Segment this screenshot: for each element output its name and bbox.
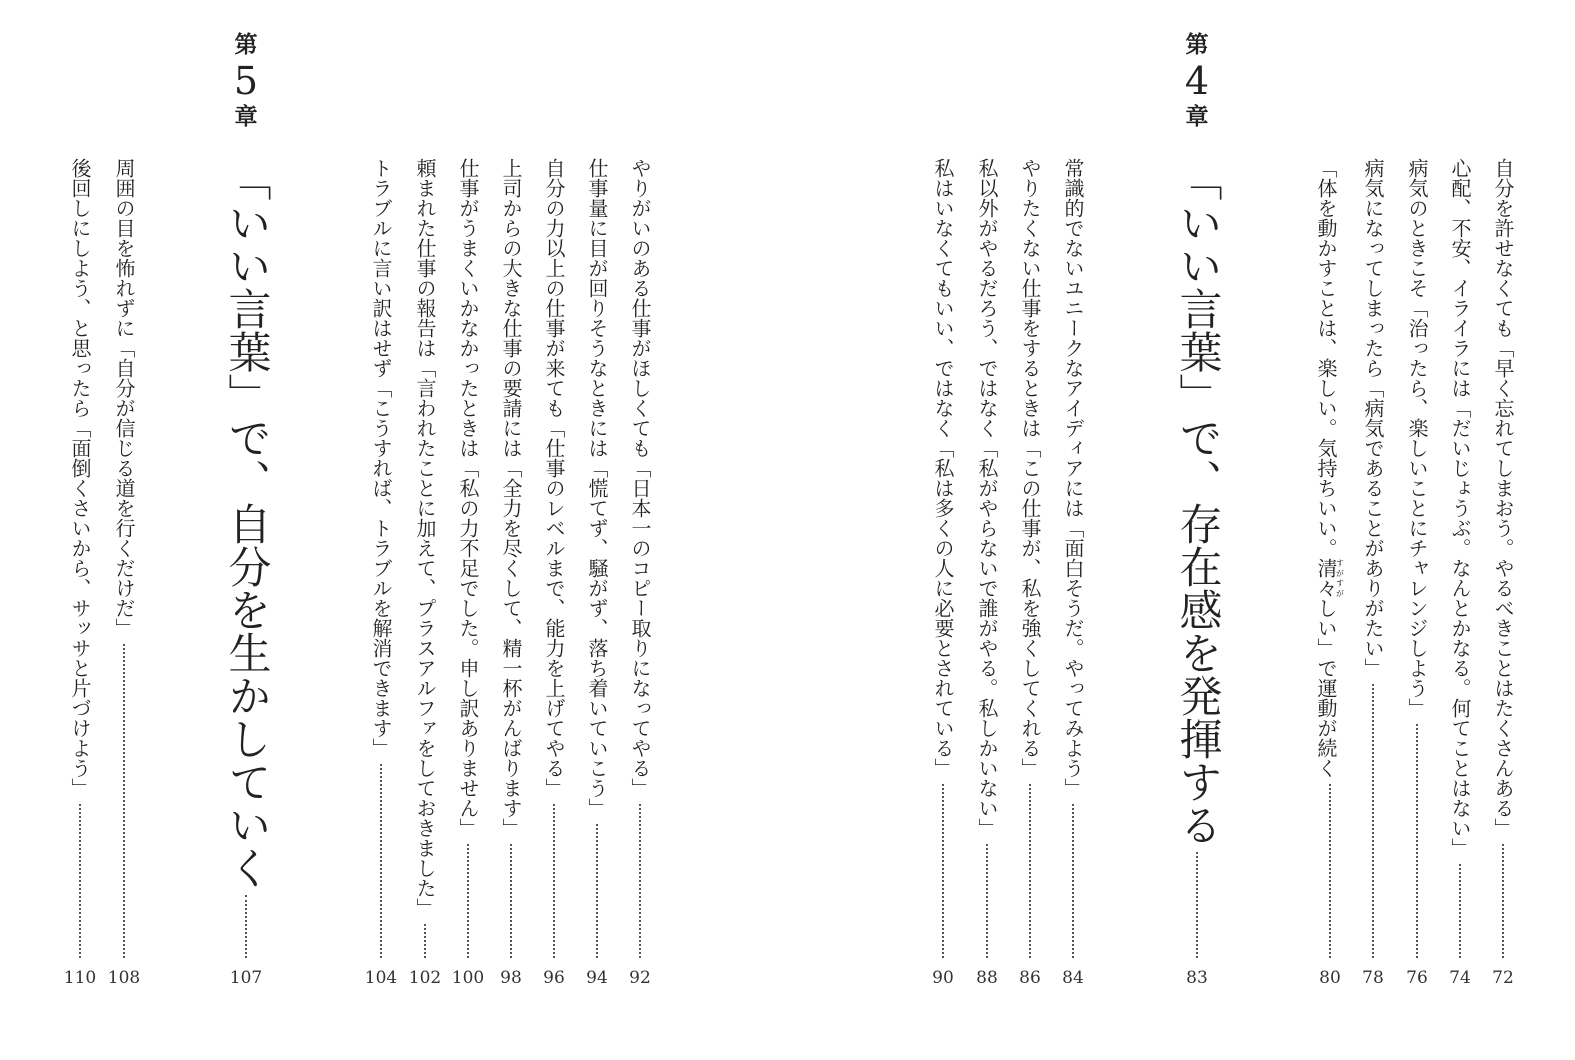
dot-leader (596, 824, 598, 958)
toc-entry[interactable] (109, 158, 139, 958)
toc-entry[interactable] (1402, 158, 1432, 958)
chapter-heading[interactable] (216, 158, 276, 958)
toc-entry[interactable] (410, 158, 440, 958)
page-number: 90 (932, 968, 954, 988)
chapter-suffix: 章 (234, 103, 258, 130)
dot-leader (510, 844, 512, 958)
entry-title: 心配、不安、イライラには「だいじょうぶ。なんとかなる。何てことはない」 (1448, 158, 1472, 858)
dot-leader (553, 804, 555, 958)
page-number: 96 (543, 968, 565, 988)
page-number: 98 (500, 968, 522, 988)
entry-title: 私はいなくてもいい、ではなく「私は多くの人に必要とされている」 (931, 158, 955, 778)
entry-title: 仕事がうまくいかなかったときは「私の力不足でした。申し訳ありません」 (456, 158, 480, 838)
dot-leader (1502, 844, 1504, 958)
chapter-number: 5 (233, 59, 259, 103)
entry-title: 私以外がやるだろう、ではなく「私がやらないで誰がやる。私しかいない」 (975, 158, 999, 838)
dot-leader (639, 804, 641, 958)
entry-title-part: 「体を動かすことは、楽しい。気持ちいい。 (1314, 158, 1338, 558)
page-number: 74 (1449, 968, 1471, 988)
page-number: 102 (408, 968, 442, 988)
entry-title: やりがいのある仕事がほしくても「日本一のコピー取りになってやる」 (628, 158, 652, 798)
entry-title: トラブルに言い訳はせず「こうすれば、トラブルを解消できます」 (369, 158, 393, 758)
entry-title: 後回しにしよう、と思ったら「面倒くさいから、サッサと片づけよう」 (68, 158, 92, 798)
chapter-prefix: 第 (1185, 31, 1209, 58)
chapter-label (216, 30, 276, 132)
dot-leader (79, 804, 81, 958)
page-number: 104 (364, 968, 398, 988)
toc-entry[interactable] (1315, 158, 1345, 958)
page-number: 94 (586, 968, 608, 988)
page-number: 100 (451, 968, 485, 988)
dot-leader (424, 924, 426, 958)
dot-leader (986, 844, 988, 958)
toc-entry[interactable] (582, 158, 612, 958)
chapter-label (1167, 30, 1227, 132)
entry-title (1316, 158, 1344, 778)
entry-title: 周囲の目を怖れずに「自分が信じる道を行くだけだ」 (112, 158, 136, 638)
dot-leader (1329, 784, 1331, 958)
page-number: 76 (1406, 968, 1428, 988)
dot-leader (1196, 852, 1198, 958)
entry-title: 仕事量に目が回りそうなときには「慌てず、騒がず、落ち着いていこう」 (585, 158, 609, 818)
dot-leader (1029, 784, 1031, 958)
toc-entry[interactable] (625, 158, 655, 958)
toc-entry[interactable] (972, 158, 1002, 958)
toc-entry[interactable] (65, 158, 95, 958)
ruby-reading: すがすが (1335, 558, 1345, 598)
entry-title: 上司からの大きな仕事の要請には「全力を尽くして、精一杯がんばります」 (499, 158, 523, 838)
chapter-prefix: 第 (234, 31, 258, 58)
entry-title: 頼まれた仕事の報告は「言われたことに加えて、プラスアルファをしておきました」 (413, 158, 437, 918)
toc-entry[interactable] (1488, 158, 1518, 958)
page-number: 80 (1319, 968, 1341, 988)
dot-leader (1372, 684, 1374, 958)
entry-title-part: しい」で運動が続く (1314, 598, 1338, 778)
page-number: 108 (107, 968, 141, 988)
page-number: 84 (1062, 968, 1084, 988)
page-number: 83 (1186, 968, 1208, 988)
page-number: 110 (63, 968, 97, 988)
entry-title: 自分を許せなくても「早く忘れてしまおう。やるべきことはたくさんある」 (1491, 158, 1515, 838)
dot-leader (123, 644, 125, 958)
toc-entry[interactable] (539, 158, 569, 958)
dot-leader (1416, 724, 1418, 958)
chapter-number: 4 (1184, 59, 1210, 103)
dot-leader (380, 764, 382, 958)
entry-title: やりたくない仕事をするときは「この仕事が、私を強くしてくれる」 (1018, 158, 1042, 778)
heading-title: 「いい言葉」で、自分を生かしていく (221, 158, 272, 889)
dot-leader (1072, 804, 1074, 958)
toc-entry[interactable] (496, 158, 526, 958)
toc-entry[interactable] (1015, 158, 1045, 958)
page-number: 107 (229, 968, 263, 988)
toc-entry[interactable] (1058, 158, 1088, 958)
toc-entry[interactable] (366, 158, 396, 958)
dot-leader (942, 784, 944, 958)
page-number: 92 (629, 968, 651, 988)
dot-leader (245, 895, 247, 958)
toc-entry[interactable] (1358, 158, 1388, 958)
dot-leader (1459, 864, 1461, 958)
chapter-suffix: 章 (1185, 103, 1209, 130)
page-number: 88 (976, 968, 998, 988)
page-number: 86 (1019, 968, 1041, 988)
toc-entry[interactable] (1445, 158, 1475, 958)
page-number: 78 (1362, 968, 1384, 988)
heading-title: 「いい言葉」で、存在感を発揮する (1172, 158, 1223, 846)
dot-leader (467, 844, 469, 958)
toc-entry[interactable] (928, 158, 958, 958)
entry-title: 常識的でないユニークなアイディアには「面白そうだ。やってみよう」 (1061, 158, 1085, 798)
ruby-word (1314, 558, 1345, 598)
chapter-heading[interactable] (1167, 158, 1227, 958)
ruby-base: 清々 (1314, 558, 1338, 598)
toc-entry[interactable] (453, 158, 483, 958)
entry-title: 病気になってしまったら「病気であることがありがたい」 (1361, 158, 1385, 678)
entry-title: 病気のときこそ「治ったら、楽しいことにチャレンジしよう」 (1405, 158, 1429, 718)
entry-title: 自分の力以上の仕事が来ても「仕事のレベルまで、能力を上げてやる」 (542, 158, 566, 798)
page-number: 72 (1492, 968, 1514, 988)
